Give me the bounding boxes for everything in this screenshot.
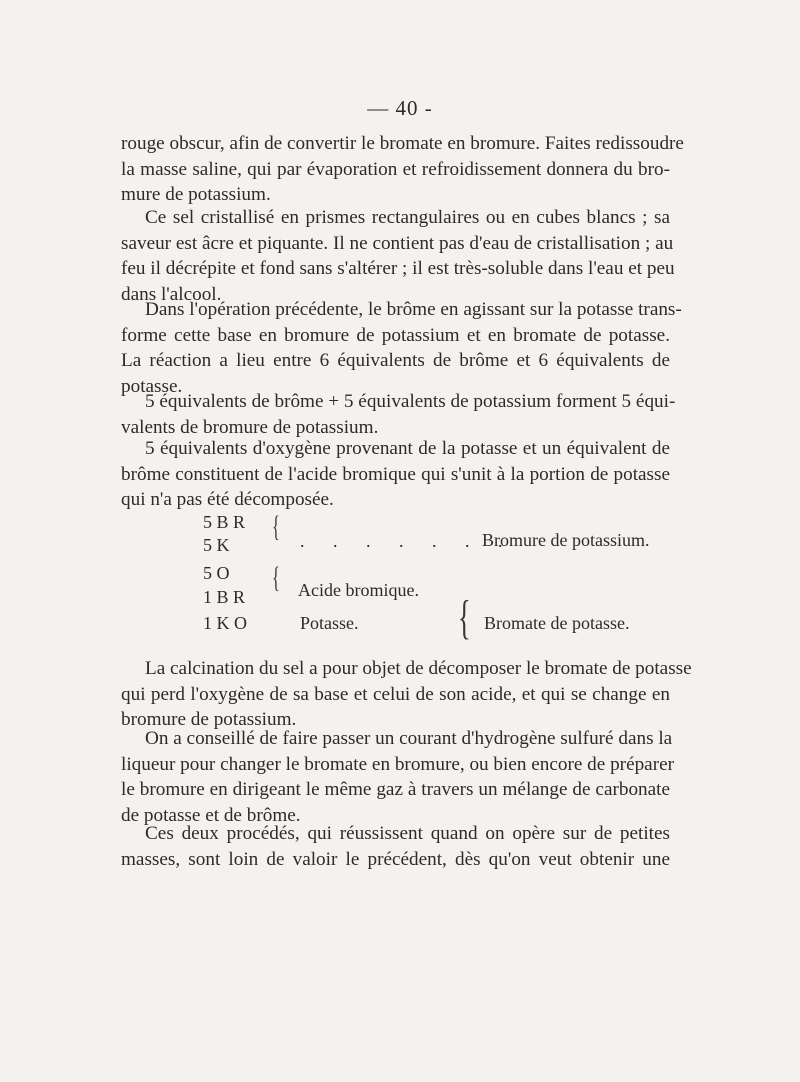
formula-term-5o: 5 O	[203, 563, 230, 583]
formula-term-5br: 5 B R	[203, 512, 246, 532]
text-line: rouge obscur, afin de convertir le bromate en bromure. Faites redissoudre	[121, 133, 684, 154]
text-line: On a conseillé de faire passer un courant d'hydrogène sulfuré dans la	[145, 728, 673, 749]
text-line: qui perd l'oxygène de sa base et celui de son acide, et qui se change en	[121, 683, 670, 705]
leader-dots: . . . . . . .	[300, 531, 515, 551]
text-line: La calcination du sel a pour objet de décomposer le bromate de potasse	[145, 658, 692, 679]
paragraph-7	[121, 726, 674, 828]
left-brace: {	[458, 591, 471, 644]
text-line: masses, sont loin de valoir le précédent, dès qu'on veut obtenir une	[121, 848, 670, 870]
left-brace: {	[272, 561, 280, 594]
text-line: 5 équivalents d'oxygène provenant de la potasse et un équivalent de	[145, 438, 670, 459]
text-line: potasse.	[121, 375, 183, 397]
paragraph-6	[121, 656, 692, 733]
text-line: mure de potassium.	[121, 184, 271, 206]
text-line: saveur est âcre et piquante. Il ne contient pas d'eau de cristallisation ; au	[121, 232, 674, 254]
formula-term-1br: 1 B R	[203, 587, 246, 607]
text-line: forme cette base en bromure de potassium et en bromate de potasse.	[121, 324, 670, 346]
text-line: valents de bromure de potassium.	[121, 416, 379, 438]
text-line: qui n'a pas été décomposée.	[121, 489, 334, 511]
left-brace: {	[272, 510, 280, 543]
base-label: Potasse.	[300, 613, 359, 633]
text-line: Ce sel cristallisé en prismes rectangulaires ou en cubes blancs ; sa	[145, 207, 670, 228]
text-line: liqueur pour changer le bromate en bromure, ou bien encore de préparer	[121, 753, 674, 775]
text-line: 5 équivalents de brôme + 5 équivalents de potassium forment 5 équi-	[145, 391, 676, 412]
text-line: Ces deux procédés, qui réussissent quand on opère sur de petites	[145, 823, 670, 844]
text-line: de potasse et de brôme.	[121, 804, 301, 826]
text-line: brôme constituent de l'acide bromique qui s'unit à la portion de potasse	[121, 463, 670, 485]
text-line: feu il décrépite et fond sans s'altérer ; il est très-soluble dans l'eau et peu	[121, 258, 675, 280]
text-line: bromure de potassium.	[121, 709, 297, 731]
product-bromate: Bromate de potasse.	[484, 613, 630, 633]
formula-term-5k: 5 K	[203, 535, 230, 555]
acid-label: Acide bromique.	[298, 580, 419, 600]
text-line: la masse saline, qui par évaporation et refroidissement donnera du bro-	[121, 158, 670, 180]
text-line: dans l'alcool.	[121, 283, 222, 305]
paragraph-8	[121, 821, 670, 872]
page-number: — 40 -	[367, 96, 433, 120]
product-bromure: Bromure de potassium.	[482, 530, 650, 550]
text-line: le bromure en dirigeant le même gaz à travers un mélange de carbonate	[121, 779, 670, 801]
text-line: La réaction a lieu entre 6 équivalents de brôme et 6 équivalents de	[121, 350, 670, 372]
text-line: Dans l'opération précédente, le brôme en agissant sur la potasse trans-	[145, 299, 682, 320]
formula-term-1ko: 1 K O	[203, 613, 247, 633]
